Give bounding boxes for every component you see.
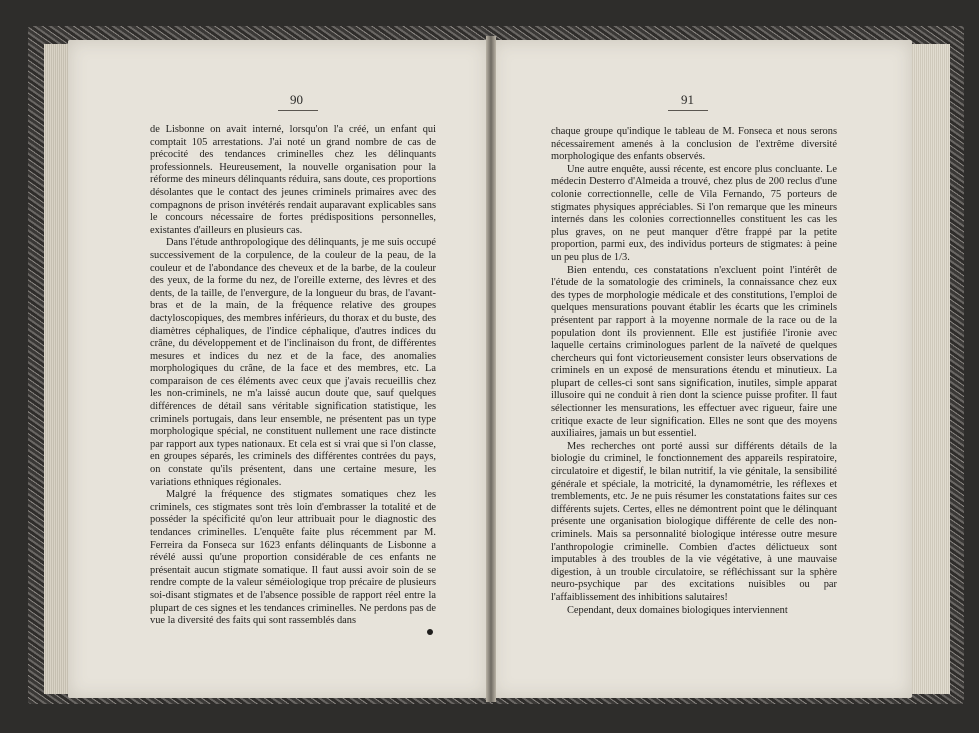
- left-page-text: [150, 124, 436, 628]
- paragraph: Mes recherches ont porté aussi sur différents détails de la biologie du criminel, le fonctionnement des appareils respiratoire, circulatoire et digestif, le bilan nutritif, la vie génitale, la sensibilité générale et spéciale, la motricité, la dynamométrie, les réflexes et tremblements, etc. Je ne puis résumer les constatations faites sur ces différents sujets. Certes, elles ne démontrent point que le délinquant présente une organisation biologique différente de celle des non-criminels. Mais sa personnalité biologique intéresse outre mesure l'anthropologie criminelle. Combien d'actes délictueux sont imputables à des troubles de la vie végétative, à une mauvaise digestion, à un trouble circulatoire, se réfléchissant sur la sphère neuro-psychique par des excitations nuisibles ou par l'affaiblissement des inhibitions salutaires!: [551, 440, 837, 603]
- ink-dot: [427, 629, 433, 635]
- paragraph: Cependant, deux domaines biologiques interviennent: [567, 604, 788, 616]
- paragraph: chaque groupe qu'indique le tableau de M. Fonseca et nous serons nécessairement amenés à la conclusion de l'extrême diversité morphologique des enfants observés.: [551, 126, 837, 163]
- paragraph: de Lisbonne on avait interné, lorsqu'on l'a créé, un enfant qui comptait 105 arrestations. J'ai noté un grand nombre de cas de précocité des tendances criminelles chez les délinquants professionnels. Heureusement, la nouvelle organisation pour la réforme des mineurs délinquants réduira, sans doute, ces proportions désolantes que le contact des jeunes criminels primaires avec des compagnons de prison invétérés rendait auparavant explicables sans le concours nécessaire de fortes prédispositions personnelles, existantes d'ailleurs en plusieurs cas.: [150, 124, 436, 236]
- book-gutter: [486, 36, 496, 702]
- paragraph: Une autre enquête, aussi récente, est encore plus concluante. Le médecin Desterro d'Almeida a trouvé, chez plus de 200 reclus d'une colonie correctionnelle, celle de Vila Fernando, 75 porteurs de stigmates physiques appréciables. Si l'on remarque que les mineurs internés dans les colonies correctionnelles constituent les cas les plus graves, on ne peut manquer d'être frappé par la petite proportion, parmi eux, des individus porteurs de stigmates: à peine un peu plus de 1/3.: [551, 163, 837, 263]
- page-edges-right: [910, 44, 950, 694]
- paragraph: Dans l'étude anthropologique des délinquants, je me suis occupé successivement de la corpulence, de la couleur de la peau, de la couleur et de l'abondance des cheveux et de la barbe, de la couleur des yeux, de la forme du nez, de l'oreille externe, des lèvres et des dents, de la taille, de l'envergure, de la longueur du bras, de l'avant-bras et de la main, de la fréquence relative des groupes dactyloscopiques, des membres inférieurs, du thorax et du buste, des diamètres céphaliques, de l'indice céphalique, d'autres indices du crâne, du développement et de l'inclinaison du front, de différentes mesures et indices du nez et de la face, des anomalies morphologiques du crâne, de la face et des membres, etc. La comparaison de ces éléments avec ceux que j'avais recueillis chez les non-criminels, ne m'a laissé aucun doute que, sauf quelques différences de détail sans véritable signification statistique, les criminels portugais, dans leur ensemble, ne présentent pas un type morphologique spécial, ne constituent nullement une race distincte par rapport aux types nationaux. Et cela est si vrai que si l'on classe, en groupes séparés, les criminels des différentes contrées du pays, on constate qu'ils présentent, dans une certaine mesure, les variations ethniques régionales.: [150, 237, 436, 488]
- page-edges-left: [44, 44, 70, 694]
- page-number-rule-right: [668, 110, 708, 111]
- right-page-text: [551, 126, 837, 617]
- paragraph: Bien entendu, ces constatations n'excluent point l'intérêt de l'étude de la somatologie des criminels, la connaissance chez eux des types de morphologie médicale et des constitutions, l'emploi de quelques mensurations pouvant établir les écarts que les criminels présentent par rapport à la moyenne normale de la race ou de la population dont ils proviennent. Elle est justifiée l'ironie avec laquelle certains criminologues parlent de la naïveté de quelques chercheurs qui font victorieusement consister leurs observations de criminels en un exposé de mensurations étendu et minutieux. La plupart de celles-ci sont sans signification, inutiles, simple apparat illusoire qui ne conduit à rien dont la science puisse profiter. Il faut sélectionner les mensurations, les effectuer avec rigueur, faire une critique exacte de leur signification. Elles ne sont que des moyens auxiliaires, jamais un but essentiel.: [551, 264, 837, 440]
- page-number-rule-left: [278, 110, 318, 111]
- page-number-left: 90: [290, 92, 303, 107]
- paragraph: Malgré la fréquence des stigmates somatiques chez les criminels, ces stigmates sont très loin d'embrasser la totalité et de posséder la spécificité qu'on leur attribuait pour le diagnostic des tendances criminelles. L'enquête faite plus récemment par M. Ferreira da Fonseca sur 1623 enfants délinquants de Lisbonne a révélé aussi qu'une proportion considérable de ces enfants ne présentait aucun stigmate somatique. Il faut aussi avoir soin de se rendre compte de la valeur séméiologique trop précaire de plusieurs soi-disant stigmates et de l'absence possible de rapport réel entre la plupart de ces signes et les tendances criminelles. Ne perdons pas de vue la diversité des faits qui sont rassemblés dans: [150, 489, 436, 627]
- page-number-right: 91: [681, 92, 694, 107]
